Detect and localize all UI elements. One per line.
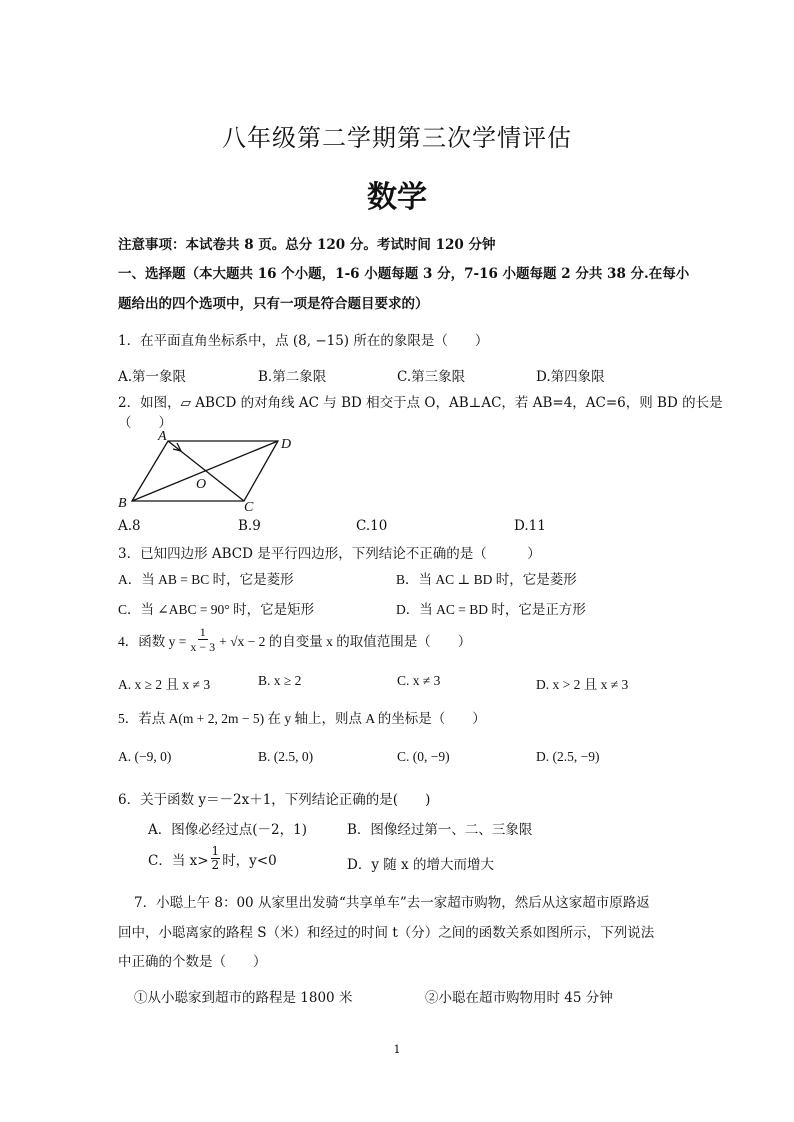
q6-option-c (148, 845, 277, 872)
page-number: 1 (393, 1043, 401, 1056)
q1-option-c: C.第三象限 (397, 369, 466, 385)
exam-title: 八年级第二学期第三次学情评估 (222, 124, 572, 152)
q3-option-a: A．当 AB = BC 时，它是菱形 (118, 572, 294, 587)
q3-option-c: C．当 ∠ABC = 90° 时，它是矩形 (118, 602, 315, 617)
q4-stem (118, 625, 471, 654)
q6-option-d: D．y 随 x 的增大而增大 (347, 857, 494, 873)
q3-stem: 3．已知四边形 ABCD 是平行四边形，下列结论不正确的是（ ） (118, 546, 541, 562)
q2-option-c: C.10 (356, 518, 388, 534)
q5-option-a: A. (−9, 0) (118, 749, 172, 764)
q5-option-c: C. (0, −9) (397, 749, 450, 764)
q6-option-a: A．图像必经过点(－2，1) (148, 822, 307, 838)
label-a: A (158, 429, 167, 444)
q4-fraction-denominator: x − 3 (190, 640, 216, 654)
q1-stem: 1．在平面直角坐标系中，点 (8, −15) 所在的象限是（ ） (118, 333, 489, 349)
q6-fraction-denominator: 2 (211, 858, 220, 872)
q2-option-a: A.8 (118, 518, 141, 534)
q4-option-b: B. x ≥ 2 (258, 673, 302, 688)
q2-stem-line2: （ ） (118, 415, 172, 431)
q4-fraction-numerator: 1 (199, 625, 206, 639)
section-heading-line2: 题给出的四个选项中，只有一项是符合题目要求的） (118, 296, 429, 312)
notice: 注意事项：本试卷共 8 页。总分 120 分。考试时间 120 分钟 (118, 237, 496, 253)
q3-option-b: B．当 AC ⊥ BD 时，它是菱形 (396, 572, 577, 587)
q5-option-b: B. (2.5, 0) (258, 749, 314, 764)
q6-option-b: B．图像经过第一、二、三象限 (347, 822, 533, 838)
q7-statement-1: ①从小聪家到超市的路程是 1800 米 (134, 990, 353, 1006)
label-b: B (118, 496, 127, 511)
q5-stem: 5．若点 A(m + 2, 2m − 5) 在 y 轴上，则点 A 的坐标是（ ） (118, 711, 486, 726)
parallelogram-figure (110, 428, 310, 518)
q4-fraction (190, 625, 215, 654)
q7-stem-line2: 回中，小聪离家的路程 S（米）和经过的时间 t（分）之间的函数关系如图所示，下列说法 (118, 925, 655, 941)
q2-option-d: D.11 (514, 518, 546, 534)
q6-fraction (211, 845, 221, 872)
q1-option-b: B.第二象限 (258, 369, 327, 385)
q7-stem-line1: 7．小聪上午 8：00 从家里出发骑“共享单车”去一家超市购物，然后从这家超市原路返 (134, 895, 650, 911)
q6-fraction-numerator: 1 (211, 844, 220, 858)
q1-option-d: D.第四象限 (536, 369, 605, 385)
label-c: C (244, 500, 254, 515)
q4-stem-prefix: 4．函数 y = (118, 633, 187, 649)
q7-statement-2: ②小聪在超市购物用时 45 分钟 (425, 990, 613, 1006)
q3-option-d: D．当 AC = BD 时，它是正方形 (396, 602, 586, 617)
q6-option-c-suffix: 时，y<0 (222, 852, 277, 869)
label-o: O (196, 477, 207, 492)
subject-title: 数学 (367, 180, 427, 215)
right-angle-mark (173, 443, 181, 451)
label-d: D (281, 437, 292, 452)
q6-option-c-prefix: C．当 x> (148, 852, 209, 869)
q6-stem: 6．关于函数 y＝－2x＋1，下列结论正确的是( ) (118, 792, 431, 808)
q4-stem-suffix: + √x − 2 的自变量 x 的取值范围是（ ） (219, 633, 472, 649)
q2-option-b: B.9 (238, 518, 261, 534)
q2-stem-line1: 2．如图，▱ ABCD 的对角线 AC 与 BD 相交于点 O，AB⊥AC，若 AB=4，AC=6，则 BD 的长是 (118, 395, 723, 411)
q5-option-d: D. (2.5, −9) (536, 749, 600, 764)
q4-option-a: A. x ≥ 2 且 x ≠ 3 (118, 677, 211, 692)
q1-option-a: A.第一象限 (118, 369, 187, 385)
diagonal-bd (132, 441, 278, 501)
q7-stem-line3: 中正确的个数是（ ） (118, 954, 267, 970)
q4-option-c: C. x ≠ 3 (397, 673, 441, 688)
section-heading-line1: 一、选择题（本大题共 16 个小题，1-6 小题每题 3 分，7-16 小题每题 2 分共 38 分.在每小 (118, 266, 690, 282)
q4-option-d: D. x > 2 且 x ≠ 3 (536, 677, 629, 692)
